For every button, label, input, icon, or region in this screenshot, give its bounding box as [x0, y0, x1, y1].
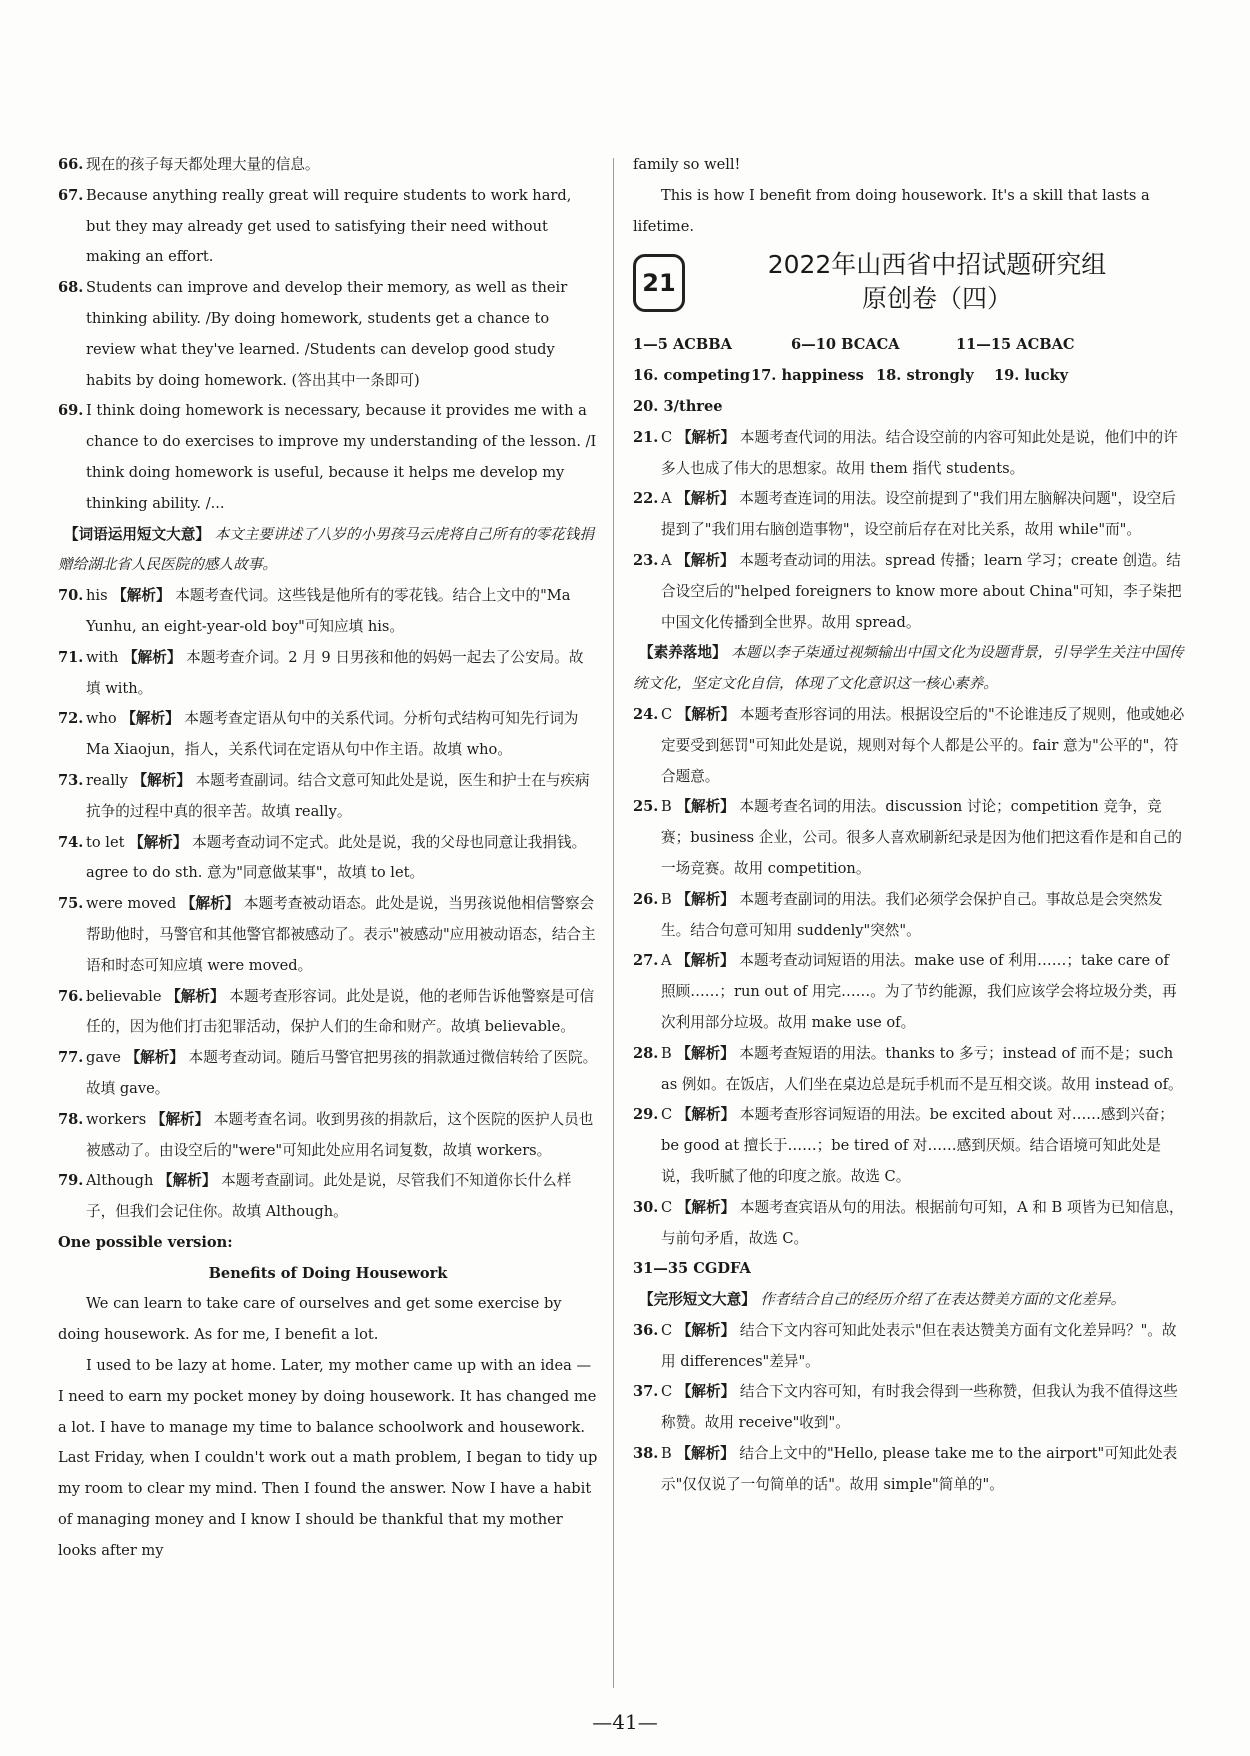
- answer-25: [633, 792, 1185, 884]
- answer-69: [58, 396, 598, 519]
- answer-37: [633, 1377, 1185, 1439]
- i23-tag: 【解析】: [676, 551, 735, 569]
- header-line1: 2022年山西省中招试题研究组: [767, 250, 1107, 280]
- i74-num: 74.: [58, 833, 84, 851]
- i79-ans: Although: [86, 1172, 154, 1190]
- summary-note-vocabulary: [58, 520, 598, 582]
- i70-tag: 【解析】: [112, 587, 171, 605]
- section-title: [707, 248, 1167, 316]
- i78-tag: 【解析】: [150, 1110, 210, 1128]
- header-line2: 原创卷（四）: [861, 284, 1012, 314]
- i21-tag: 【解析】: [676, 428, 736, 446]
- i71-ans: with: [86, 648, 119, 666]
- i27-text: 本题考查动词短语的用法。make use of 利用……；take care of 照顾……；run out of 用完……。为了节约能源，我们应该学会将垃圾分类，再次利用部分垃圾。故用 make use of。: [661, 952, 1177, 1031]
- i26-text: 本题考查副词的用法。我们必须学会保护自己。事故总是会突然发生。结合句意可知用 suddenly"突然"。: [661, 890, 1163, 939]
- answer-75: [58, 889, 598, 981]
- right-ans-16: 16. competing: [633, 367, 751, 385]
- i37-tag: 【解析】: [676, 1383, 736, 1401]
- note2-text: 本题以李子柒通过视频输出中国文化为设题背景，引导学生关注中国传统文化，坚定文化自信，体现了文化意识这一核心素养。: [633, 644, 1184, 693]
- answer-36: [633, 1316, 1185, 1378]
- i72-ans: who: [86, 710, 117, 728]
- essay-paragraph-3: This is how I benefit from doing housework. It's a skill that lasts a lifetime.: [633, 186, 1150, 235]
- i21-num: 21.: [633, 428, 659, 446]
- i38-ans: B: [661, 1445, 672, 1463]
- i73-tag: 【解析】: [132, 771, 191, 789]
- note1-tag: 【词语运用短文大意】: [64, 525, 210, 543]
- note3-tag: 【完形短文大意】: [639, 1291, 756, 1309]
- i27-ans: A: [661, 952, 672, 970]
- i67-text: Because anything really great will require students to work hard, but they may already get used to satisfying their need without making an effort.: [86, 186, 572, 266]
- right-ans-6-10: 6—10 BCACA: [791, 336, 900, 354]
- i22-tag: 【解析】: [676, 490, 735, 508]
- i73-ans: really: [86, 771, 128, 789]
- note2-tag: 【素养落地】: [639, 644, 727, 662]
- i28-text: 本题考查短语的用法。thanks to 多亏；instead of 而不是；such as 例如。在饭店，人们坐在桌边总是玩手机而不是互相交谈。故用 instead of。: [661, 1044, 1183, 1093]
- answer-29: [633, 1100, 1185, 1192]
- i29-tag: 【解析】: [676, 1106, 736, 1124]
- answer-74: [58, 828, 598, 890]
- i24-text: 本题考查形容词的用法。根据设空后的"不论谁违反了规则，他或她必定要受到惩罚"可知此处是说，规则对每个人都是公平的。fair 意为"公平的"，符合题意。: [661, 705, 1185, 785]
- answer-38: [633, 1439, 1185, 1501]
- answer-71: [58, 643, 598, 705]
- i72-num: 72.: [58, 710, 84, 728]
- summary-note-literacy: [633, 638, 1185, 700]
- i23-ans: A: [661, 551, 672, 569]
- i75-num: 75.: [58, 895, 84, 913]
- i68-text: Students can improve and develop their memory, as well as their thinking ability. /By doing homework, students get a chance to review what they've learned. /Students can develop good study habits by doing homework. (答出其中一条即可): [86, 279, 568, 389]
- i72-tag: 【解析】: [121, 710, 180, 728]
- page-number: —41—: [592, 1710, 658, 1734]
- right-column: [633, 150, 1185, 1501]
- column-divider: [613, 158, 614, 1688]
- note1-text: 本文主要讲述了八岁的小男孩马云虎将自己所有的零花钱捐赠给湖北省人民医院的感人故事。: [58, 525, 595, 574]
- answer-79: [58, 1166, 598, 1228]
- i24-num: 24.: [633, 705, 659, 723]
- i74-text: 本题考查动词不定式。此处是说，我的父母也同意让我捐钱。agree to do sth. 意为"同意做某事"，故填 to let。: [86, 833, 587, 882]
- i36-text: 结合下文内容可知此处表示"但在表达赞美方面有文化差异吗？"。故用 differences"差异"。: [661, 1321, 1177, 1370]
- i79-text: 本题考查副词。此处是说，尽管我们不知道你长什么样子，但我们会记住你。故填 Although。: [86, 1172, 572, 1221]
- answers-16-19: [633, 361, 1185, 392]
- i28-num: 28.: [633, 1044, 659, 1062]
- i21-text: 本题考查代词的用法。结合设空前的内容可知此处是说，他们中的许多人也成了伟大的思想家。故用 them 指代 students。: [661, 428, 1178, 477]
- i76-text: 本题考查形容词。此处是说，他的老师告诉他警察是可信任的，因为他们打击犯罪活动，保护人们的生命和财产。故填 believable。: [86, 987, 595, 1036]
- answer-20: 20. 3/three: [633, 397, 723, 415]
- i26-num: 26.: [633, 890, 659, 908]
- answers-1-15: [633, 330, 1185, 361]
- i30-num: 30.: [633, 1198, 659, 1216]
- i67-num: 67.: [58, 186, 84, 204]
- answer-78: [58, 1105, 598, 1167]
- i28-tag: 【解析】: [676, 1044, 735, 1062]
- i77-tag: 【解析】: [125, 1049, 184, 1067]
- right-ans-19: 19. lucky: [994, 367, 1069, 385]
- i79-num: 79.: [58, 1172, 84, 1190]
- answer-73: [58, 766, 598, 828]
- i72-text: 本题考查定语从句中的关系代词。分析句式结构可知先行词为 Ma Xiaojun，指人，关系代词在定语从句中作主语。故填 who。: [86, 710, 579, 759]
- i78-text: 本题考查名词。收到男孩的捐款后，这个医院的医护人员也被感动了。由设空后的"were"可知此处应用名词复数，故填 workers。: [86, 1110, 594, 1159]
- answer-27: [633, 946, 1185, 1038]
- section-header: [633, 248, 1185, 328]
- answer-28: [633, 1039, 1185, 1101]
- i73-text: 本题考查副词。结合文意可知此处是说，医生和护士在与疾病抗争的过程中真的很辛苦。故填 really。: [86, 771, 590, 820]
- section-number-badge: 21: [633, 254, 685, 312]
- summary-note-cloze: [633, 1285, 1185, 1316]
- answer-77: [58, 1043, 598, 1105]
- i23-num: 23.: [633, 551, 659, 569]
- i26-tag: 【解析】: [676, 890, 735, 908]
- i29-ans: C: [661, 1106, 673, 1124]
- i68-num: 68.: [58, 279, 84, 297]
- i38-tag: 【解析】: [676, 1445, 735, 1463]
- i36-tag: 【解析】: [676, 1321, 736, 1339]
- i30-ans: C: [661, 1198, 673, 1216]
- i29-num: 29.: [633, 1106, 659, 1124]
- answers-31-35: 31—35 CGDFA: [633, 1260, 751, 1278]
- answer-24: [633, 700, 1185, 792]
- i37-num: 37.: [633, 1383, 659, 1401]
- i71-num: 71.: [58, 648, 84, 666]
- i23-text: 本题考查动词的用法。spread 传播；learn 学习；create 创造。结合设空后的"helped foreigners to know more about China"可知，李子柒把中国文化传播到全世界。故用 spread。: [661, 551, 1182, 631]
- left-column: [58, 150, 598, 1567]
- answer-72: [58, 704, 598, 766]
- answer-23: [633, 546, 1185, 638]
- i76-tag: 【解析】: [166, 987, 225, 1005]
- right-ans-1-5: 1—5 ACBBA: [633, 336, 732, 354]
- right-ans-17: 17. happiness: [751, 367, 864, 385]
- i75-tag: 【解析】: [180, 895, 240, 913]
- possible-version-label: One possible version:: [58, 1233, 233, 1251]
- i36-num: 36.: [633, 1321, 659, 1339]
- essay-paragraph-1: We can learn to take care of ourselves and get some exercise by doing housework. As for me, I benefit a lot.: [58, 1295, 562, 1344]
- i25-tag: 【解析】: [676, 798, 735, 816]
- i29-text: 本题考查形容词短语的用法。be excited about 对……感到兴奋；be good at 擅长于……；be tired of 对……感到厌烦。结合语境可知此处是说，我听腻了他的印度之旅。故选 C。: [661, 1106, 1174, 1185]
- i77-num: 77.: [58, 1049, 84, 1067]
- i75-text: 本题考查被动语态。此处是说，当男孩说他相信警察会帮助他时，马警官和其他警官都被感动了。表示"被感动"应用被动语态，结合主语和时态可知应填 were moved。: [86, 895, 596, 974]
- i22-num: 22.: [633, 490, 659, 508]
- i66-num: 66.: [58, 156, 84, 173]
- i73-num: 73.: [58, 771, 84, 789]
- i22-text: 本题考查连词的用法。设空前提到了"我们用左脑解决问题"，设空后提到了"我们用右脑创造事物"，设空前后存在对比关系，故用 while"而"。: [661, 490, 1176, 539]
- answer-66: [58, 150, 598, 181]
- answer-68: [58, 273, 598, 396]
- i22-ans: A: [661, 490, 672, 508]
- i37-ans: C: [661, 1383, 673, 1401]
- i30-text: 本题考查宾语从句的用法。根据前句可知，A 和 B 项皆为已知信息，与前句矛盾，故选 C。: [661, 1198, 1184, 1247]
- i38-text: 结合上文中的"Hello, please take me to the airport"可知此处表示"仅仅说了一句简单的话"。故用 simple"简单的"。: [661, 1445, 1178, 1493]
- i71-tag: 【解析】: [123, 648, 182, 666]
- i28-ans: B: [661, 1044, 672, 1062]
- essay-paragraph-2: I used to be lazy at home. Later, my mother came up with an idea — I need to earn my pocket money by doing housework. It has changed me a lot. I have to manage my time to balance schoolwork and housework. Last Friday, when I couldn't work out a math problem, I began to tidy up my room to clear my mind. Then I found the answer. Now I have a habit of managing money and I know I should be thankful that my mother looks after my: [58, 1357, 598, 1559]
- i36-ans: C: [661, 1321, 673, 1339]
- answer-30: [633, 1193, 1185, 1255]
- i70-text: 本题考查代词。这些钱是他所有的零花钱。结合上文中的"Ma Yunhu, an eight-year-old boy"可知应填 his。: [86, 587, 571, 635]
- i75-ans: were moved: [86, 895, 177, 913]
- i78-num: 78.: [58, 1110, 84, 1128]
- right-ans-18: 18. strongly: [876, 367, 974, 385]
- i74-tag: 【解析】: [129, 833, 188, 851]
- i74-ans: to let: [86, 833, 125, 851]
- i77-ans: gave: [86, 1049, 121, 1067]
- right-ans-11-15: 11—15 ACBAC: [956, 336, 1075, 354]
- essay-title: Benefits of Doing Housework: [208, 1264, 448, 1282]
- note3-text: 作者结合自己的经历介绍了在表达赞美方面的文化差异。: [755, 1291, 1126, 1309]
- i25-num: 25.: [633, 798, 659, 816]
- answer-22: [633, 484, 1185, 546]
- i71-text: 本题考查介词。2 月 9 日男孩和他的妈妈一起去了公安局。故填 with。: [86, 648, 584, 697]
- answer-21: [633, 423, 1185, 485]
- answer-67: [58, 181, 598, 273]
- i25-ans: B: [661, 798, 672, 816]
- i37-text: 结合下文内容可知，有时我会得到一些称赞，但我认为我不值得这些称赞。故用 receive"收到"。: [661, 1383, 1178, 1432]
- i70-ans: his: [86, 587, 108, 605]
- i30-tag: 【解析】: [676, 1198, 736, 1216]
- i25-text: 本题考查名词的用法。discussion 讨论；competition 竞争，竞赛；business 企业，公司。很多人喜欢刷新纪录是因为他们把这看作是和自己的一场竞赛。故用 competition。: [661, 798, 1182, 877]
- answer-70: [58, 581, 598, 643]
- i26-ans: B: [661, 890, 672, 908]
- i27-num: 27.: [633, 952, 659, 970]
- i78-ans: workers: [86, 1110, 147, 1128]
- i21-ans: C: [661, 428, 673, 446]
- i69-text: I think doing homework is necessary, because it provides me with a chance to do exercises to improve my understanding of the lesson. /I think doing homework is useful, because it helps me develop my thinking ability. /...: [86, 402, 597, 512]
- answer-76: [58, 982, 598, 1044]
- i27-tag: 【解析】: [676, 952, 735, 970]
- i79-tag: 【解析】: [158, 1172, 217, 1190]
- i70-num: 70.: [58, 587, 84, 605]
- i69-num: 69.: [58, 402, 84, 420]
- i77-text: 本题考查动词。随后马警官把男孩的捐款通过微信转给了医院。故填 gave。: [86, 1049, 598, 1097]
- i24-tag: 【解析】: [676, 705, 736, 723]
- essay-continuation: family so well!: [633, 156, 741, 173]
- i76-ans: believable: [86, 987, 162, 1005]
- i76-num: 76.: [58, 987, 84, 1005]
- i66-text: 现在的孩子每天都处理大量的信息。: [86, 156, 320, 173]
- answer-26: [633, 885, 1185, 947]
- i38-num: 38.: [633, 1445, 659, 1463]
- i24-ans: C: [661, 705, 673, 723]
